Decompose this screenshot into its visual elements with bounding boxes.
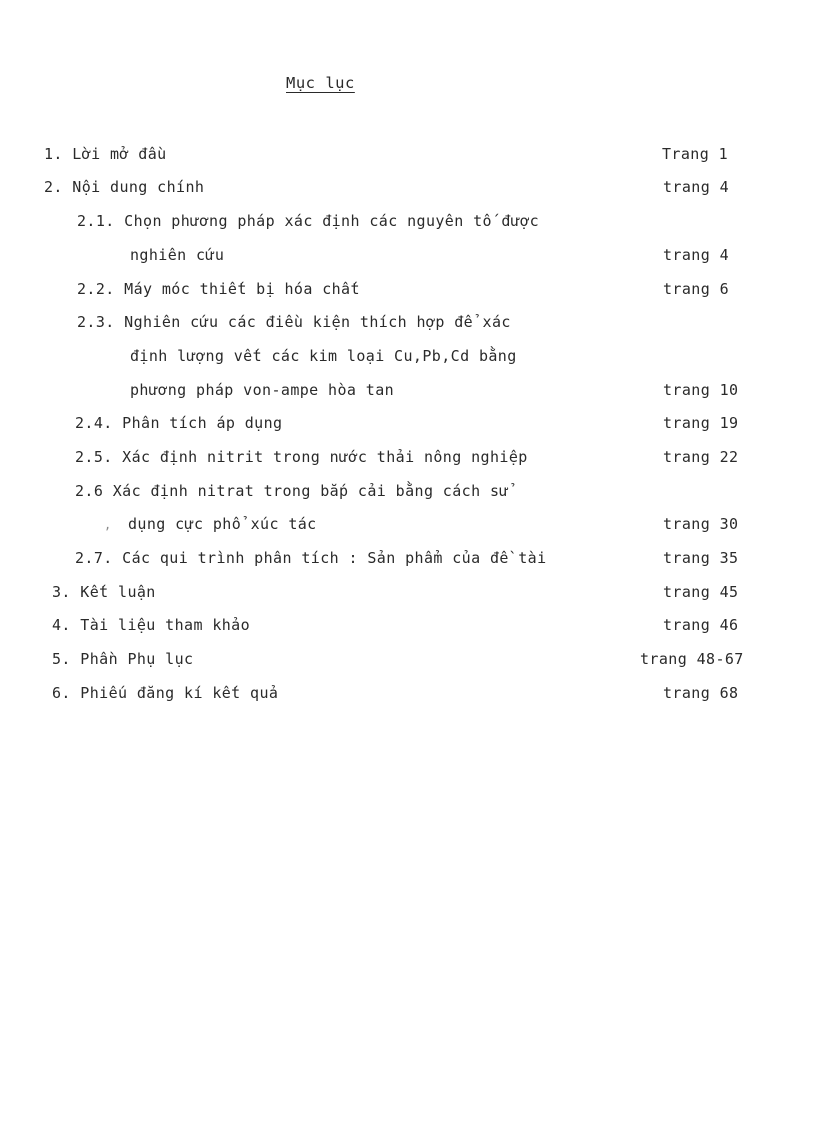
page-title: Mục lục <box>286 74 355 92</box>
toc-entry-label: 2.3. Nghiên cứu các điều kiện thích hợp để xác <box>77 313 511 331</box>
stray-mark: , <box>104 518 112 532</box>
toc-entry-page: trang 19 <box>663 414 739 432</box>
toc-entry-page: trang 4 <box>663 246 730 264</box>
toc-entry-label: 4. Tài liệu tham khảo <box>52 616 251 634</box>
toc-entry-label: 2. Nội dung chính <box>44 178 205 196</box>
toc-entry-page: trang 4 <box>663 178 730 196</box>
toc-entry-page: trang 10 <box>663 381 739 399</box>
toc-entry-page: Trang 1 <box>662 145 729 163</box>
toc-entry-page: trang 35 <box>663 549 739 567</box>
toc-entry-page: trang 6 <box>663 280 730 298</box>
toc-entry-label: 6. Phiếu đăng kí kết quả <box>52 684 279 702</box>
toc-entry-label: 2.7. Các qui trình phân tích : Sản phẩm của đề tài <box>75 549 547 567</box>
toc-entry-label: 3. Kết luận <box>52 583 156 601</box>
toc-entry-label: 1. Lời mở đầu <box>44 145 167 163</box>
toc-entry-page: trang 68 <box>663 684 739 702</box>
toc-entry-page: trang 48-67 <box>640 650 744 668</box>
toc-entry-label: nghiên cứu <box>130 246 225 264</box>
toc-entry-page: trang 22 <box>663 448 739 466</box>
toc-entry-label: 2.2. Máy móc thiết bị hóa chất <box>77 280 360 298</box>
toc-entry-page: trang 46 <box>663 616 739 634</box>
toc-entry-label: 2.1. Chọn phương pháp xác định các nguyên tố được <box>77 212 540 230</box>
toc-entry-page: trang 30 <box>663 515 739 533</box>
toc-entry-label: phương pháp von-ampe hòa tan <box>130 381 395 399</box>
toc-entry-label: dụng cực phổ xúc tác <box>128 515 317 533</box>
toc-entry-label: 5. Phần Phụ lục <box>52 650 194 668</box>
toc-entry-label: 2.6 Xác định nitrat trong bắp cải bằng cách sử <box>75 482 509 500</box>
toc-entry-label: 2.5. Xác định nitrit trong nước thải nông nghiệp <box>75 448 528 466</box>
toc-entry-label: 2.4. Phân tích áp dụng <box>75 414 283 432</box>
toc-entry-label: định lượng vết các kim loại Cu,Pb,Cd bằng <box>130 347 517 365</box>
toc-entry-page: trang 45 <box>663 583 739 601</box>
